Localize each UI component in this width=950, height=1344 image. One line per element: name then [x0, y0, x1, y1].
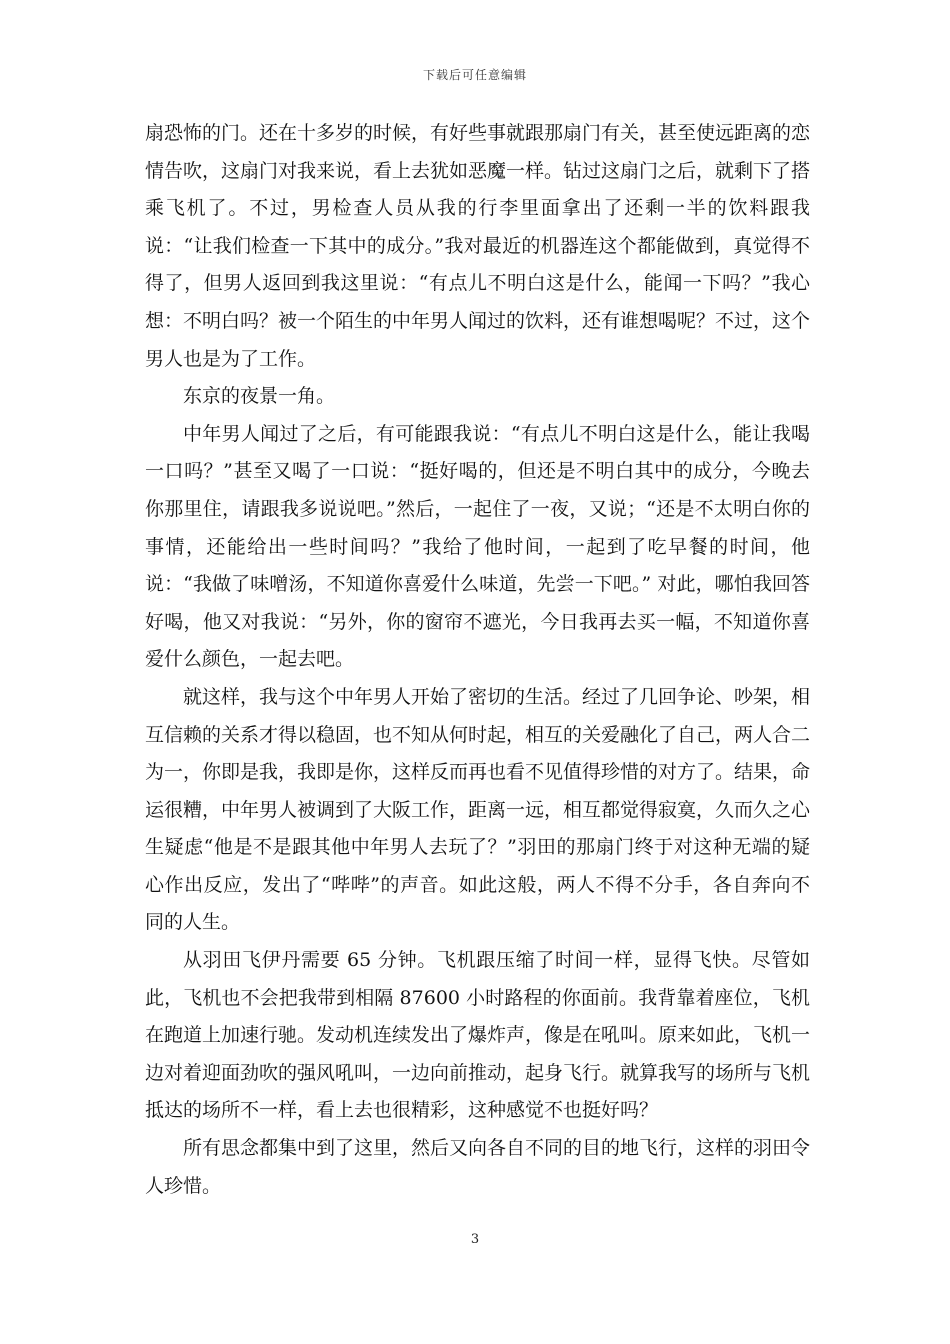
paragraph-tokyo-night: 东京的夜景一角。	[183, 385, 336, 408]
page-number: 3	[470, 1232, 480, 1247]
document-body	[145, 115, 810, 1205]
paragraph-haneda: 所有思念都集中到了这里，然后又向各自不同的目的地飞行，这样的羽田令人珍惜。	[145, 1137, 811, 1197]
paragraph-middle-aged-man: 中年男人闻过了之后，有可能跟我说：“有点儿不明白这是什么，能让我喝一口吗？”甚至又喝了一口说：“挺好喝的，但还是不明白其中的成分，今晚去你那里住，请跟我多说说吧。”然后，一起住了一夜，又说；“还是不太明白你的事情，还能给出一些时间吗？”我给了他时间，一起到了吃早餐的时间，他说：“我做了味噌汤，不知道你喜爱什么味道，先尝一下吧。” 对此，哪怕我回答好喝，他又对我说：“另外，你的窗帘不遮光，今日我再去买一幅，不知道你喜爱什么颜色，一起去吧。	[145, 422, 810, 671]
page-header: 下载后可任意编辑	[422, 68, 527, 82]
paragraph-flight: 从羽田飞伊丹需要 65 分钟。飞机跟压缩了时间一样，显得飞快。尽管如此，飞机也不会把我带到相隔 87600 小时路程的你面前。我背靠着座位，飞机在跑道上加速行驰。发动机连续发出了爆炸声，像是在吼叫。原来如此，飞机一边对着迎面劲吹的强风吼叫，一边向前推动，起身飞行。就算我写的场所与飞机抵达的场所不一样，看上去也很精彩，这种感觉不也挺好吗？	[145, 949, 811, 1122]
paragraph-shared-life: 就这样，我与这个中年男人开始了密切的生活。经过了几回争论、吵架，相互信赖的关系才得以稳固，也不知从何时起，相互的关爱融化了自己，两人合二为一，你即是我，我即是你，这样反而再也看不见值得珍惜的对方了。结果，命运很糟，中年男人被调到了大阪工作，距离一远，相互都觉得寂寞，久而久之心生疑虑“他是不是跟其他中年男人去玩了？”羽田的那扇门终于对这种无端的疑心作出反应，发出了“哔哔”的声音。如此这般，两人不得不分手，各自奔向不同的人生。	[145, 685, 811, 934]
paragraph-continuation: 扇恐怖的门。还在十多岁的时候，有好些事就跟那扇门有关，甚至使远距离的恋情告吹，这扇门对我来说，看上去犹如恶魔一样。钻过这扇门之后，就剩下了搭乘飞机了。不过，男检查人员从我的行李里面拿出了还剩一半的饮料跟我说：“让我们检查一下其中的成分。”我对最近的机器连这个都能做到，真觉得不得了，但男人返回到我这里说：“有点儿不明白这是什么，能闻一下吗？”我心想：不明白吗？被一个陌生的中年男人闻过的饮料，还有谁想喝呢？不过，这个男人也是为了工作。	[145, 122, 811, 370]
